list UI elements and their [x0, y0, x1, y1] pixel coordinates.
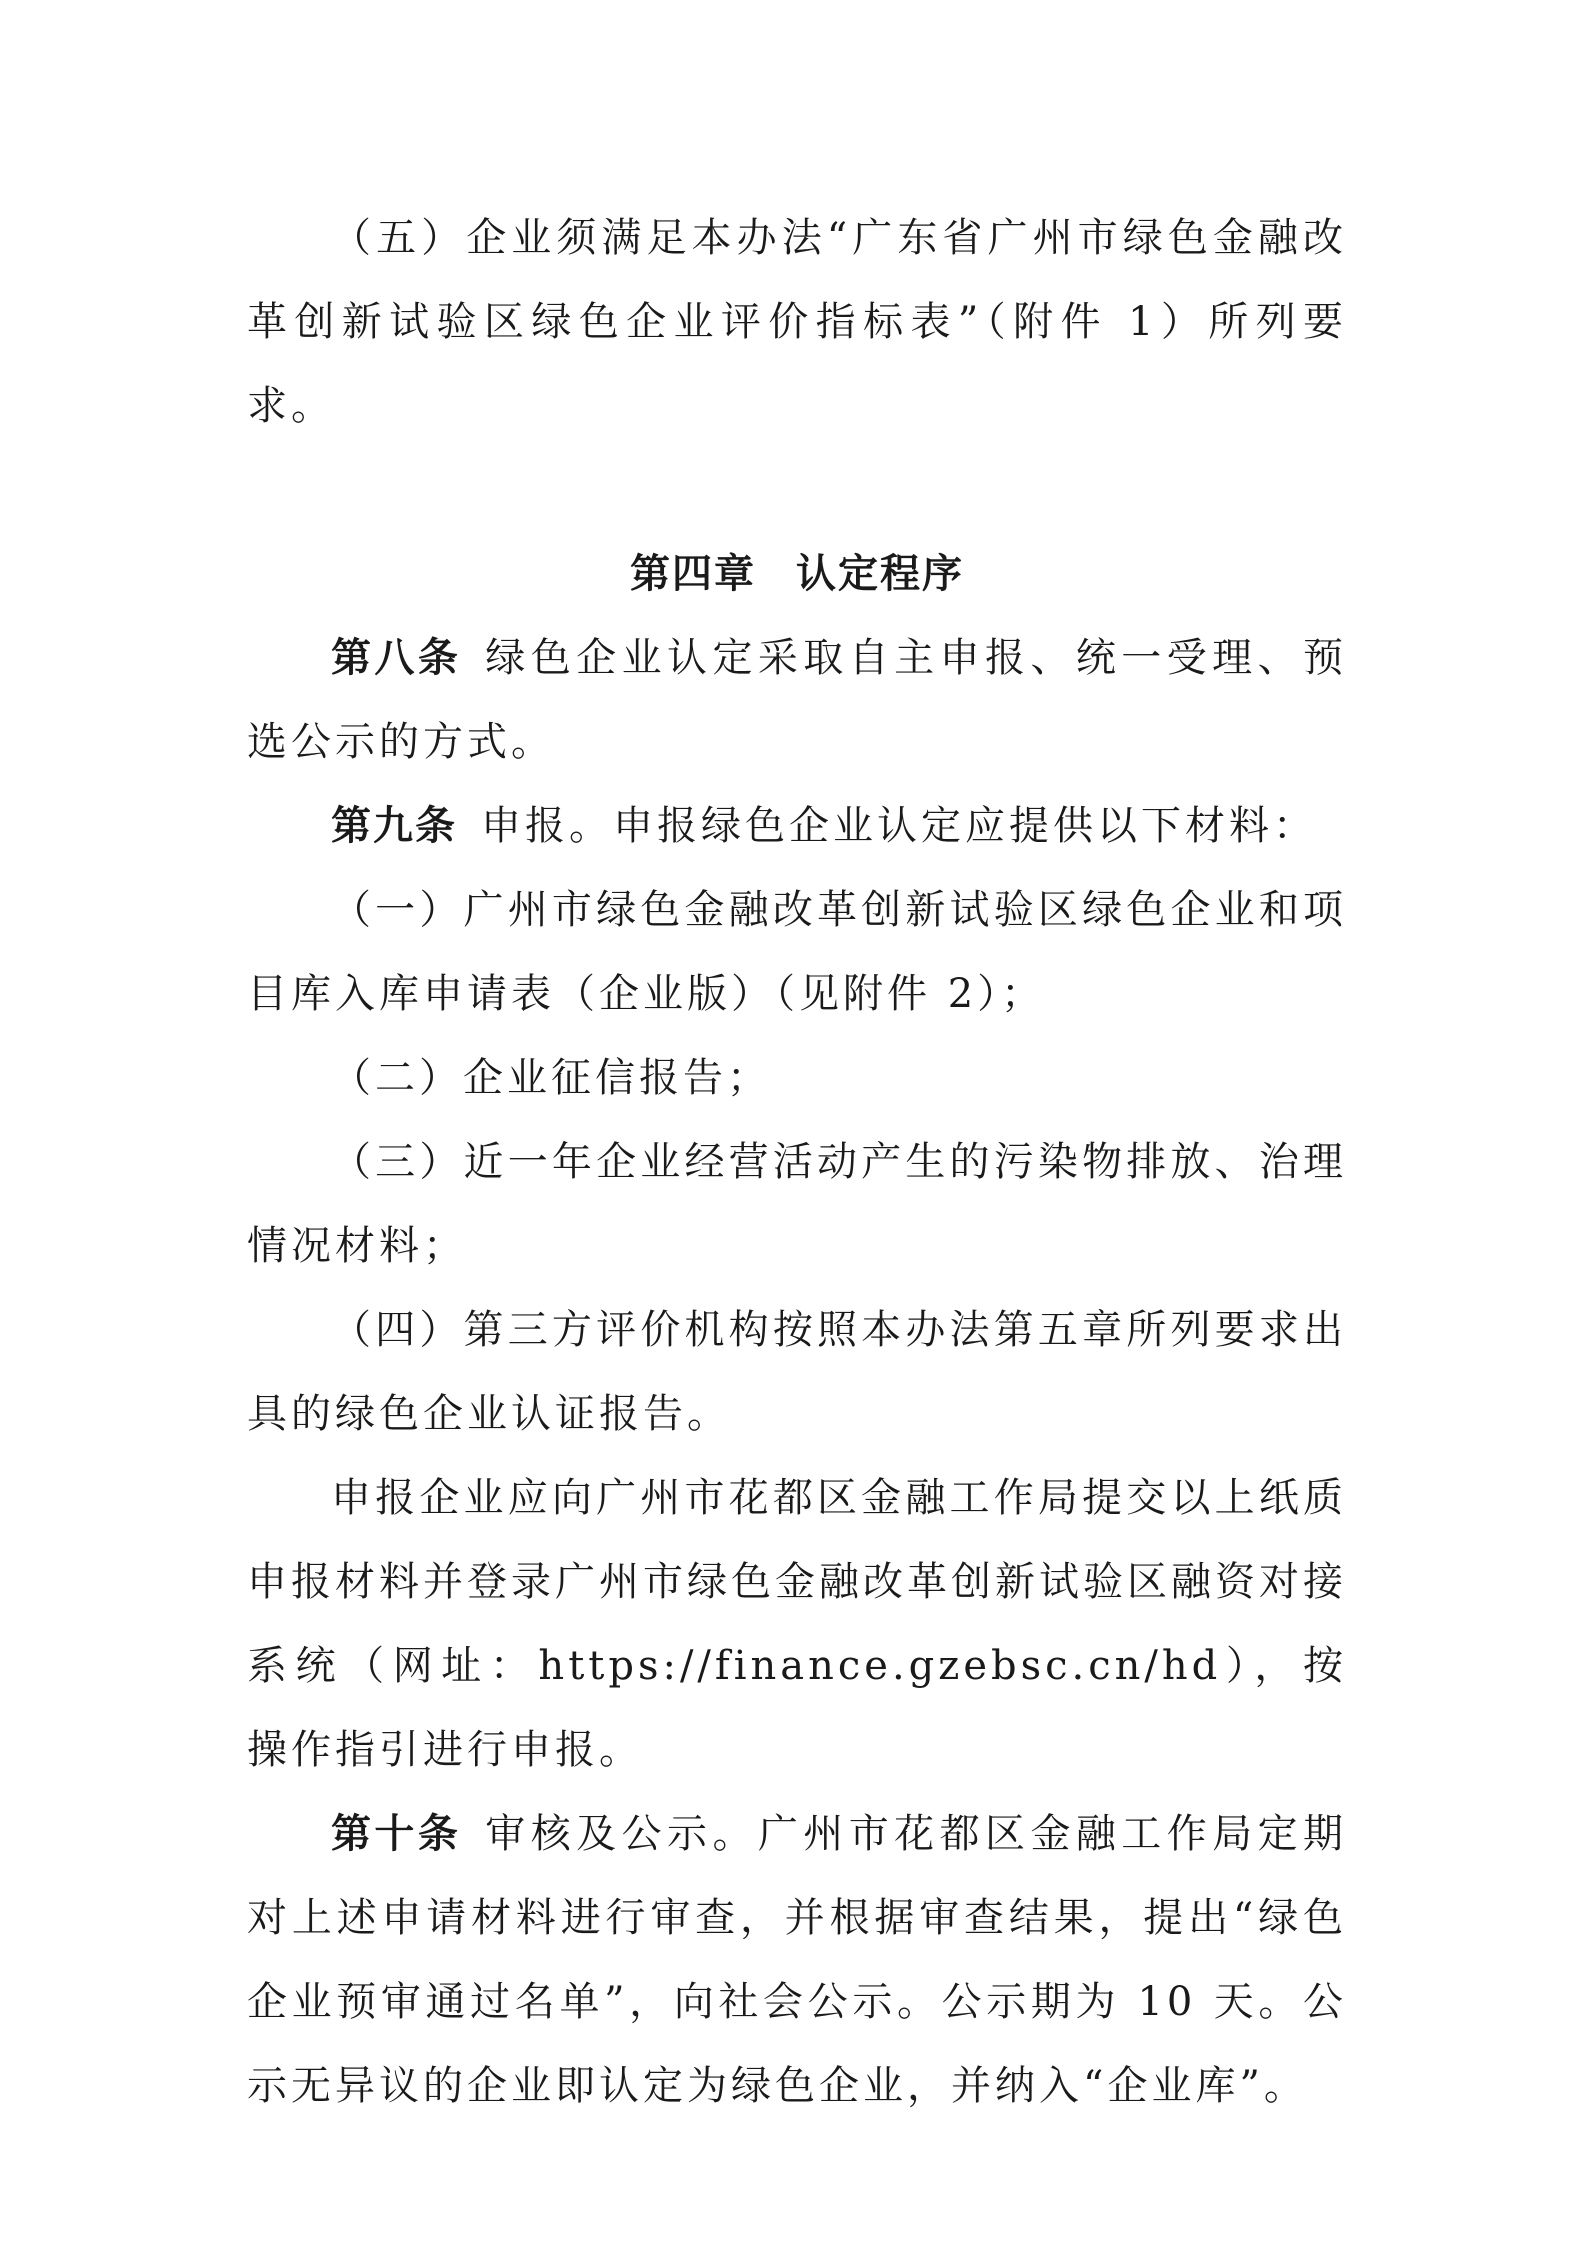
list-item-2: （二）企业征信报告；	[331, 1055, 771, 1101]
paragraph-item-five: （五）企业须满足本办法“广东省广州市绿色金融改革创新试验区绿色企业评价指标表”（附件 1）所列要求。	[247, 215, 1347, 429]
article-9-label: 第九条	[331, 803, 457, 849]
article-8-label: 第八条	[331, 635, 462, 681]
chapter-title: 认定程序	[796, 551, 964, 597]
article-9	[247, 784, 1347, 868]
list-item-1: （一）广州市绿色金融改革创新试验区绿色企业和项目库入库申请表（企业版）（见附件 2）；	[247, 887, 1347, 1017]
article-10-label: 第十条	[331, 1811, 462, 1857]
list-item-4: （四）第三方评价机构按照本办法第五章所列要求出具的绿色企业认证报告。	[247, 1307, 1347, 1437]
article-9-text: 申报。申报绿色企业认定应提供以下材料：	[481, 803, 1317, 849]
chapter-number: 第四章	[630, 551, 756, 597]
chapter-heading	[247, 532, 1347, 616]
document-page	[247, 196, 1347, 2128]
spacer	[247, 448, 1347, 532]
article-10-text: 审核及公示。广州市花都区金融工作局定期对上述申请材料进行审查，并根据审查结果，提出“绿色企业预审通过名单”，向社会公示。公示期为 10 天。公示无异议的企业即认定为绿色企业，并纳入“企业库”。	[247, 1811, 1348, 2109]
submission-paragraph: 申报企业应向广州市花都区金融工作局提交以上纸质申报材料并登录广州市绿色金融改革创新试验区融资对接系统（网址：https://finance.gzebsc.cn/hd），按操作指引进行申报。	[247, 1475, 1347, 1773]
article-8	[247, 616, 1347, 784]
article-10	[247, 1792, 1347, 2128]
article-8-text: 绿色企业认定采取自主申报、统一受理、预选公示的方式。	[247, 635, 1348, 765]
list-item-3: （三）近一年企业经营活动产生的污染物排放、治理情况材料；	[247, 1139, 1347, 1269]
